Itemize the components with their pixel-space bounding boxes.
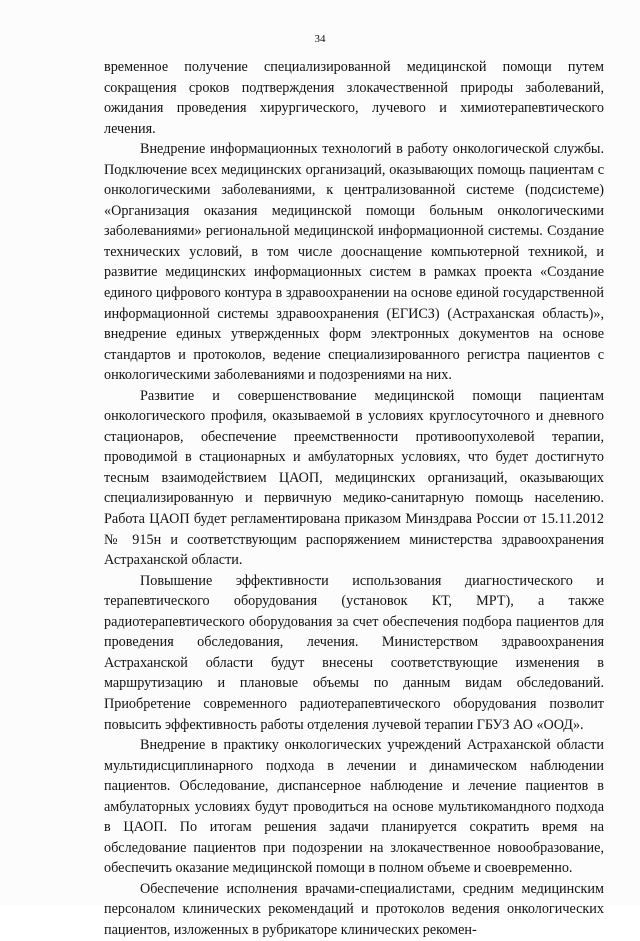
paragraph-clinical-guidelines: Обеспечение исполнения врачами-специалистами, средним медицинским персоналом клинических рекомендаций и протоколов ведения онкологических пациентов, изложенных в рубрикаторе клинических рекомен- [104,880,604,938]
page-number: 34 [314,33,326,45]
body-text [104,57,604,941]
paragraph-multidisciplinary-approach: Внедрение в практику онкологических учреждений Астраханской области мультидисциплинарного подхода в лечении и динамическом наблюдении пациентов. Обследование, диспансерное наблюдение и лечение пациентов в амбулаторных условиях будут проводиться на основе мультикомандного подхода в ЦАОП. По итогам решения задачи планируется сократить время на обследование пациентов при подозрении на злокачественное новообразование, обеспечить оказание медицинской помощи в полном объеме и своевременно. [104,737,604,877]
paragraph-information-technologies: Внедрение информационных технологий в работу онкологической службы. Подключение всех медицинских организаций, оказывающих помощь пациентам с онкологическими заболеваниями, к централизованной системе (подсистеме) «Организация оказания медицинской помощи больным онкологическими заболеваниями» региональной медицинской информационной системы. Создание технических условий, в том числе дооснащение компьютерной техникой, и развитие медицинских информационных систем в рамках проекта «Создание единого цифрового контура в здравоохранении на основе единой государственной информационной системы здравоохранения (ЕГИСЗ) (Астраханская область)», внедрение единых утвержденных форм электронных документов на основе стандартов и протоколов, ведение специализированного регистра пациентов с онкологическими заболеваниями и подозрениями на них. [104,141,604,384]
paragraph-inpatient-care: Развитие и совершенствование медицинской помощи пациентам онкологического профиля, оказываемой в условиях круглосуточного и дневного стационаров, обеспечение преемственности противоопухолевой терапии, проводимой в стационарных и амбулаторных условиях, что будет достигнуто тесным взаимодействием ЦАОП, медицинских организаций, оказывающих специализированную и первичную медико-санитарную помощь населению. Работа ЦАОП будет регламентирована приказом Минздрава России от 15.11.2012 № 915н и соответствующим распоряжением министерства здравоохранения Астраханской области. [104,387,604,569]
paragraph-equipment-efficiency: Повышение эффективности использования диагностического и терапевтического оборудования (установок КТ, МРТ), а также радиотерапевтического оборудования за счет обеспечения подбора пациентов для проведения обследования, лечения. Министерством здравоохранения Астраханской области будут внесены соответствующие изменения в маршрутизацию и плановые объемы по данным видам обследований. Приобретение современного радиотерапевтического оборудования позволит повысить эффективность работы отделения лучевой терапии ГБУЗ АО «ООД». [104,572,604,733]
paragraph-continued: временное получение специализированной медицинской помощи путем сокращения сроков подтверждения злокачественной природы заболеваний, ожидания проведения хирургического, лучевого и химиотерапевтического лечения. [104,59,604,137]
